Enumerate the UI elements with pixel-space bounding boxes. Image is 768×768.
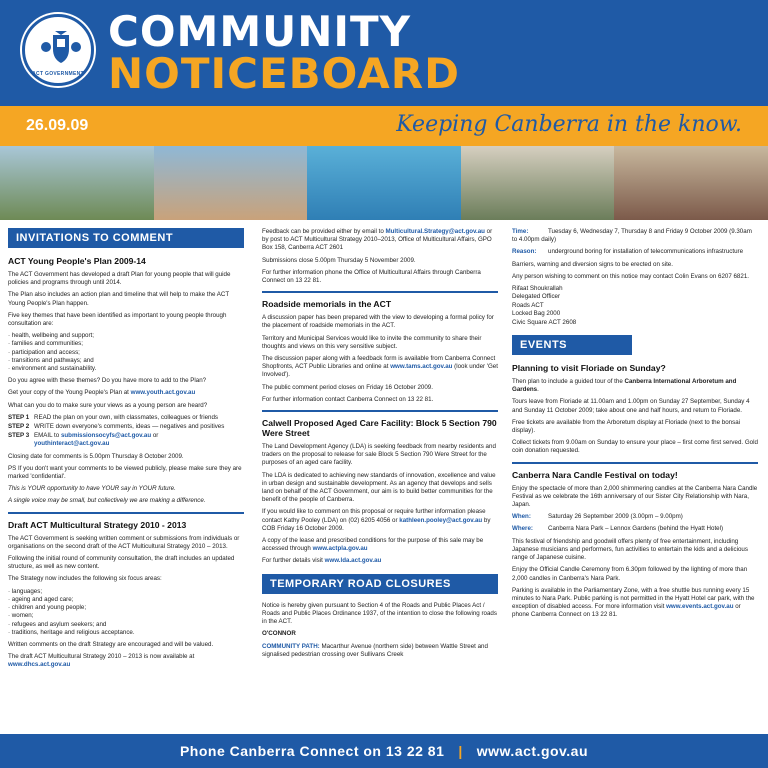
footer <box>0 734 768 768</box>
text: or by post to ACT Multicultural Strategy 2010–2013, Office of Multicultural Affairs, GPO Box 158, Canberra ACT 2601 <box>262 228 493 252</box>
photo-strip <box>0 146 768 220</box>
paragraph: Tours leave from Floriade at 11.00am and 1.00pm on Sunday 27 September, Sunday 4 and Sunday 11 October 2009; take about one and half hours, and return to Floriade. <box>512 398 750 414</box>
column-left <box>8 228 244 674</box>
paragraph: A single voice may be small, but collectively we are making a difference. <box>8 497 206 505</box>
paragraph: Five key themes that have been identified as important to young people through consultation are: <box>8 311 227 328</box>
divider <box>262 410 498 412</box>
paragraph <box>512 587 758 620</box>
list-item: · refugees and asylum seekers; and <box>8 621 244 629</box>
paragraph: PS If you don't want your comments to be viewed publicly, please make sure they are marked 'confidential'. <box>8 464 242 481</box>
text: or phone Canberra Connect on 13 22 81. <box>512 603 741 619</box>
multicultural-email-link[interactable]: Multicultural.Strategy@act.gov.au <box>385 228 485 235</box>
event-where <box>512 525 758 533</box>
events-website-link[interactable]: www.events.act.gov.au <box>666 603 734 611</box>
paragraph: Barriers, warning and diversion signs to be erected on site. <box>512 260 673 268</box>
section-invitations: INVITATIONS TO COMMENT <box>8 228 244 248</box>
dhcs-website-link[interactable]: www.dhcs.act.gov.au <box>8 661 71 669</box>
list-item: · transitions and pathways; and <box>8 357 244 365</box>
heading-multicultural-strategy: Draft ACT Multicultural Strategy 2010 - 2013 <box>8 519 187 530</box>
step-text: EMAIL to <box>34 432 61 440</box>
paragraph: What can you do to make sure your views as a young person are heard? <box>8 401 208 409</box>
title-noticeboard: NOTICEBOARD <box>108 49 460 98</box>
paragraph: Closing date for comments is 5.00pm Thursday 8 October 2009. <box>8 452 184 460</box>
photo-family <box>0 146 154 220</box>
paragraph: Do you agree with these themes? Do you have more to add to the Plan? <box>8 377 207 385</box>
photo-children-dog <box>154 146 308 220</box>
paragraph: The Strategy now includes the following six focus areas: <box>8 575 162 583</box>
signature-address <box>512 285 758 327</box>
heading-nara-candle-festival: Canberra Nara Candle Festival on today! <box>512 469 678 480</box>
paragraph: The ACT Government is seeking written comment or submissions from individuals or organisations on the second draft of the ACT Multicultural Strategy 2010 – 2013. <box>8 534 240 550</box>
heading-floriade: Planning to visit Floriade on Sunday? <box>512 363 666 374</box>
footer-website-link[interactable]: www.act.gov.au <box>476 743 589 759</box>
step-text: READ the plan on your own, with classmates, colleagues or friends <box>34 413 218 421</box>
event-when <box>512 513 758 521</box>
steps <box>8 414 244 449</box>
paragraph: This is YOUR opportunity to have YOUR say in YOUR future. <box>8 485 176 493</box>
address-line: Rifaat Shoukrallah <box>512 285 563 293</box>
closure-reason <box>512 248 758 256</box>
paragraph: The Plan also includes an action plan and timeline that will help to make the ACT Young People's Plan happen. <box>8 291 230 307</box>
address-line: Locked Bag 2000 <box>512 310 561 318</box>
act-government-logo <box>22 14 94 86</box>
paragraph: Enjoy the spectacle of more than 2,000 shimmering candles at the Canberra Nara Candle Festival as we celebrate the 16th anniversary of our Sister City Relationship with Nara, Japan. <box>512 484 758 509</box>
list-item: · ageing and aged care; <box>8 596 244 604</box>
text: Feedback can be provided either by email to <box>262 228 386 235</box>
paragraph <box>8 389 244 397</box>
suburb-heading: O'CONNOR <box>262 630 296 638</box>
label: When: <box>512 513 531 521</box>
divider <box>8 512 244 514</box>
text: A copy of the lease and prescribed conditions for the purpose of this sale may be accessed through <box>262 537 484 553</box>
paragraph: The ACT Government has developed a draft Plan for young people that will guide policies and programs through until 2014. <box>8 271 231 287</box>
paragraph <box>8 653 244 669</box>
list-item: · health, wellbeing and support; <box>8 332 244 340</box>
list-item: · environment and sustainability. <box>8 365 244 373</box>
text: Then plan to include a guided tour of the <box>512 378 625 386</box>
tams-website-link[interactable]: www.tams.act.gov.au <box>390 363 453 371</box>
header <box>0 0 768 106</box>
text: Get your copy of the Young People's Plan at <box>8 389 131 397</box>
list-item: · children and young people; <box>8 604 244 612</box>
themes-list <box>8 332 244 373</box>
label: Time: <box>512 228 529 235</box>
issue-date: 26.09.09 <box>26 117 89 134</box>
label: COMMUNITY PATH: <box>262 642 320 650</box>
label: Reason: <box>512 248 537 256</box>
step-key: STEP 2 <box>8 423 30 431</box>
lda-website-link[interactable]: www.lda.act.gov.au <box>324 557 382 565</box>
column-middle <box>262 228 498 663</box>
paragraph <box>262 537 498 553</box>
heading-roadside-memorials: Roadside memorials in the ACT <box>262 299 392 310</box>
paragraph: Free tickets are available from the Arboretum display at Floriade (next to the bonsai display). <box>512 418 741 435</box>
paragraph: Any person wishing to comment on this notice may contact Colin Evans on 6207 6821. <box>512 272 749 280</box>
paragraph: Submissions close 5.00pm Thursday 5 November 2009. <box>262 256 416 264</box>
paragraph: The LDA is dedicated to achieving new standards of innovation, excellence and value in urban design and sustainable development. As an agency that develops and sells land on behalf of the ACT Government, our aim is to build better communities for the benefit of the people of Canberra. <box>262 471 496 504</box>
paragraph: For further information phone the Office of Multicultural Affairs through Canberra Connect on 13 22 81. <box>262 268 481 285</box>
address-line: Civic Square ACT 2608 <box>512 318 577 326</box>
text: Tuesday 6, Wednesday 7, Thursday 8 and Friday 9 October 2009 (9.30am to 4.00pm daily) <box>512 228 752 244</box>
text: Parking is available in the Parliamentary Zone, with a free shuttle bus running every 15 minutes to Nara Park. Public parking is not permitted in the Hyatt Hotel car park, with the exception of disabled access. For more information visit <box>512 586 755 611</box>
list-item: · languages; <box>8 588 244 596</box>
submissions-email-link[interactable]: submissionsocyfs@act.gov.au <box>60 432 152 440</box>
list-item: · participation and access; <box>8 349 244 357</box>
paragraph <box>512 378 758 394</box>
actpla-website-link[interactable]: www.actpla.gov.au <box>312 545 368 553</box>
section-road-closures: TEMPORARY ROAD CLOSURES <box>262 574 498 594</box>
footer-separator: | <box>458 743 463 759</box>
step-key: STEP 3 <box>8 432 30 440</box>
logo-text: ACT GOVERNMENT <box>32 71 84 77</box>
text: Macarthur Avenue (northern side) between Wattle Street and signalised pedestrian crossing over Sullivans Creek <box>262 642 488 658</box>
step-1 <box>8 414 244 422</box>
paragraph: Following the initial round of community consultation, the draft includes an updated structure, as well as new content. <box>8 555 235 571</box>
paragraph: The public comment period closes on Friday 16 October 2009. <box>262 383 433 391</box>
divider <box>262 291 498 293</box>
closure-time <box>512 228 758 244</box>
focus-areas-list <box>8 588 244 637</box>
footer-phone: Phone Canberra Connect on 13 22 81 <box>179 743 445 759</box>
step-2 <box>8 423 244 431</box>
paragraph: Notice is hereby given pursuant to Section 4 of the Roads and Public Places Act / Roads and Public Places Ordinance 1937, of the intention to close the following roads in the ACT. <box>262 601 497 626</box>
list-item: · traditions, heritage and religious acceptance. <box>8 629 244 637</box>
paragraph: Territory and Municipal Services would like to invite the community to share their thoughts and views on this very sensitive subject. <box>262 334 482 350</box>
text: (look under 'Get Involved'). <box>262 363 498 379</box>
photo-event <box>461 146 615 220</box>
list-item: · women; <box>8 612 244 620</box>
text: If you would like to comment on this proposal or require further information please contact Kathy Pooley (LDA) on (02) 6205 4056 or <box>262 508 486 524</box>
text: underground boring for installation of telecommunications infrastructure <box>548 248 744 256</box>
column-right <box>512 228 758 624</box>
photo-crowd <box>614 146 768 220</box>
paragraph <box>262 508 498 533</box>
title-community: COMMUNITY <box>108 7 412 56</box>
text: by COB Friday 16 October 2009. <box>262 516 491 532</box>
text: The draft ACT Multicultural Strategy 2010 – 2013 is now available at <box>8 653 195 661</box>
youth-website-link[interactable]: www.youth.act.gov.au <box>130 389 196 397</box>
address-line: Delegated Officer <box>512 293 561 301</box>
paragraph: Enjoy the Official Candle Ceremony from 6.30pm followed by the lighting of more than 2,000 candles in Canberra's Nara Park. <box>512 566 748 582</box>
paragraph: Collect tickets from 9.00am on Sunday to ensure your place – first come first served. Gold coin donation requested. <box>512 439 758 455</box>
heading-young-peoples-plan: ACT Young People's Plan 2009-14 <box>8 256 146 266</box>
list-item: · families and communities; <box>8 340 244 348</box>
divider <box>512 462 758 464</box>
paragraph <box>262 228 498 253</box>
youthinteract-email-link[interactable]: youthinteract@act.gov.au <box>34 440 110 448</box>
paragraph: For further information contact Canberra Connect on 13 22 81. <box>262 395 434 403</box>
heading-calwell-aged-care: Calwell Proposed Aged Care Facility: Block 5 Section 790 Were Street <box>262 418 497 439</box>
tagline: Keeping Canberra in the know. <box>396 112 742 137</box>
paragraph <box>262 557 498 565</box>
text: or <box>151 432 159 440</box>
paragraph <box>262 355 498 380</box>
paragraph: The Land Development Agency (LDA) is seeking feedback from nearby residents and traders on the proposal to release for sale Block 5 Section 790 Were Street for the purposes of an aged care facility. <box>262 443 496 467</box>
section-events: EVENTS <box>512 335 632 355</box>
lda-email-link[interactable]: kathleen.pooley@act.gov.au <box>399 516 483 524</box>
address-line: Roads ACT <box>512 301 544 309</box>
paragraph <box>262 643 498 659</box>
paragraph: Written comments on the draft Strategy are encouraged and will be valued. <box>8 640 214 648</box>
photo-pool <box>307 146 461 220</box>
label: Where: <box>512 525 533 533</box>
step-text: WRITE down everyone's comments, ideas — negatives and positives <box>34 423 225 431</box>
text: For further details visit <box>262 557 325 565</box>
paragraph: This festival of friendship and goodwill offers plenty of free entertainment, including Japanese musicians and performers, fun activities to entertain the kids and a delicious range of Japanese cuisine. <box>512 537 748 562</box>
paragraph: A discussion paper has been prepared with the view to developing a formal policy for the placement of roadside memorials in the ACT. <box>262 314 494 330</box>
text: Saturday 26 September 2009 (3.00pm – 9.00pm) <box>548 513 683 521</box>
text: Canberra Nara Park – Lennox Gardens (behind the Hyatt Hotel) <box>548 525 724 533</box>
step-3 <box>8 432 244 448</box>
text: Canberra International Arboretum and Gardens <box>512 378 737 394</box>
date-bar <box>0 106 768 146</box>
text: The discussion paper along with a feedback form is available from Canberra Connect Shopfronts, ACT Public Libraries and online at <box>262 355 496 371</box>
coat-of-arms-icon <box>39 29 83 67</box>
text: . <box>537 386 539 394</box>
step-key: STEP 1 <box>8 413 30 421</box>
